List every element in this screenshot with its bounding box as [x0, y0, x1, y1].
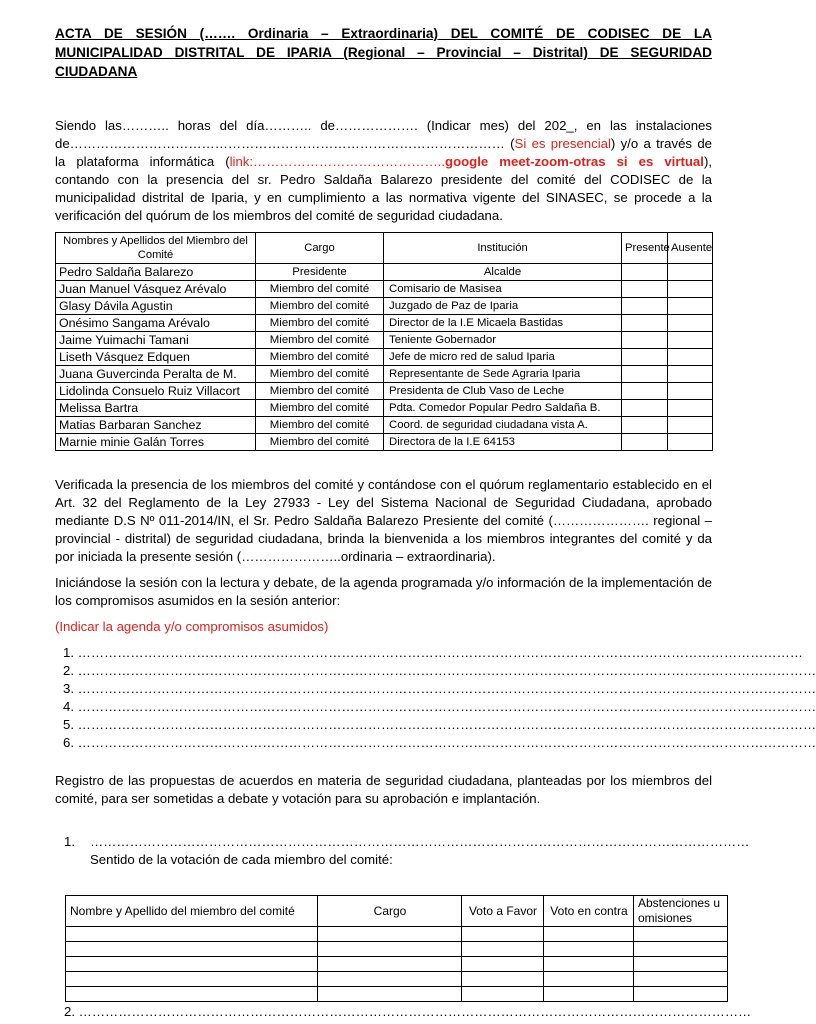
vote-cell: [462, 987, 544, 1002]
agenda-item: 4. ……………………………………………………………………………………………………………………………………………………: [63, 699, 816, 714]
vote-cell: [544, 942, 634, 957]
member-institucion: Juzgado de Paz de Iparia: [384, 298, 622, 315]
member-row: [56, 264, 713, 281]
vote-cell: [66, 927, 318, 942]
proposal-2: 2. ………………………………………………………………………………………………………………………………………: [64, 1004, 752, 1019]
vote-row: [66, 957, 728, 972]
member-institucion: Presidenta de Club Vaso de Leche: [384, 383, 622, 400]
member-ausente-cell: [668, 366, 713, 383]
header-cargo: Cargo: [256, 233, 384, 264]
vote-cell: [462, 957, 544, 972]
member-presente-cell: [622, 264, 668, 281]
member-row: [56, 315, 713, 332]
agenda-intro: Iniciándose la sesión con la lectura y debate, de la agenda programada y/o información de la implementación de los compromisos asumidos en la sesión anterior:: [55, 575, 712, 608]
vote-cell: [318, 957, 462, 972]
header-presente: Presente: [622, 233, 668, 264]
member-cargo: Presidente: [256, 264, 384, 281]
member-row: [56, 281, 713, 298]
member-name: Onésimo Sangama Arévalo: [56, 315, 256, 332]
member-presente-cell: [622, 298, 668, 315]
vote-cell: [66, 942, 318, 957]
proposals-paragraph: Registro de las propuestas de acuerdos en materia de seguridad ciudadana, planteadas por los miembros del comité, para ser sometidas a debate y votación para su aprobación e implantación.: [55, 773, 712, 806]
member-row: [56, 383, 713, 400]
member-ausente-cell: [668, 383, 713, 400]
member-name: Liseth Vásquez Edquen: [56, 349, 256, 366]
member-ausente-cell: [668, 315, 713, 332]
member-presente-cell: [622, 315, 668, 332]
vote-row: [66, 987, 728, 1002]
member-cargo: Miembro del comité: [256, 383, 384, 400]
member-institucion: Directora de la I.E 64153: [384, 434, 622, 451]
member-row: [56, 332, 713, 349]
agenda-item: 2. ……………………………………………………………………………………………………………………………………………………: [63, 663, 816, 678]
vote-cell: [66, 957, 318, 972]
member-ausente-cell: [668, 332, 713, 349]
member-name: Melissa Bartra: [56, 400, 256, 417]
votes-header-cargo: Cargo: [318, 896, 462, 927]
votes-header-row: [66, 896, 728, 927]
vote-row: [66, 942, 728, 957]
member-institucion: Jefe de micro red de salud Iparia: [384, 349, 622, 366]
intro-red-link: link:……………………………………..: [229, 154, 446, 169]
member-ausente-cell: [668, 400, 713, 417]
member-institucion: Pdta. Comedor Popular Pedro Saldaña B.: [384, 400, 622, 417]
member-institucion: Comisario de Masisea: [384, 281, 622, 298]
member-cargo: Miembro del comité: [256, 366, 384, 383]
intro-text-2: ) y/o a través de la plataforma informática (: [55, 136, 712, 169]
vote-cell: [66, 972, 318, 987]
member-institucion: Alcalde: [384, 264, 622, 281]
vote-cell: [634, 972, 728, 987]
member-presente-cell: [622, 434, 668, 451]
header-name: Nombres y Apellidos del Miembro del Comité: [56, 233, 256, 264]
member-presente-cell: [622, 349, 668, 366]
member-cargo: Miembro del comité: [256, 349, 384, 366]
member-cargo: Miembro del comité: [256, 434, 384, 451]
vote-cell: [462, 972, 544, 987]
intro-red-virtual: google meet-zoom-otras si es virtual: [445, 154, 704, 169]
member-name: Glasy Dávila Agustin: [56, 298, 256, 315]
member-cargo: Miembro del comité: [256, 281, 384, 298]
vote-cell: [634, 927, 728, 942]
member-cargo: Miembro del comité: [256, 417, 384, 434]
vote-cell: [318, 987, 462, 1002]
member-institucion: Coord. de seguridad ciudadana vista A.: [384, 417, 622, 434]
member-name: Marnie minie Galán Torres: [56, 434, 256, 451]
member-ausente-cell: [668, 417, 713, 434]
member-institucion: Director de la I.E Micaela Bastidas: [384, 315, 622, 332]
member-presente-cell: [622, 417, 668, 434]
intro-paragraph: [55, 117, 712, 225]
member-presente-cell: [622, 400, 668, 417]
member-name: Lidolinda Consuelo Ruiz Villacort: [56, 383, 256, 400]
votes-header-favor: Voto a Favor: [462, 896, 544, 927]
member-row: [56, 417, 713, 434]
member-institucion: Teniente Gobernador: [384, 332, 622, 349]
vote-row: [66, 972, 728, 987]
member-row: [56, 434, 713, 451]
vote-cell: [544, 987, 634, 1002]
vote-cell: [634, 957, 728, 972]
agenda-list: [55, 644, 816, 752]
vote-cell: [634, 987, 728, 1002]
proposal-1: [55, 833, 750, 869]
agenda-item: 1. …………………………………………………………………………………………………………………………………………………: [63, 645, 803, 660]
document-title: ACTA DE SESIÓN (……. Ordinaria – Extraordinaria) DEL COMITÉ DE CODISEC DE LA MUNICIPALIDAD DISTRITAL DE IPARIA (Regional – Provincial – Distrital) DE SEGURIDAD CIUDADANA: [55, 26, 712, 79]
verification-paragraph: Verificada la presencia de los miembros del comité y contándose con el quórum reglamentario establecido en el Art. 32 del Reglamento de la Ley 27933 - Ley del Sistema Nacional de Seguridad Ciudadana, aprobado mediante D.S Nº 011-2014/IN, el Sr. Pedro Saldaña Balarezo Presiente del comité (…………………. regional – provincial - distrital) de seguridad ciudadana, brinda la bienvenida a los miembros integrantes del comité y da por iniciada la presente sesión (…………………..ordinaria – extraordinaria).: [55, 477, 712, 564]
intro-text-1: Siendo las……….. horas del día……….. de………………. (Indicar mes) del 202_, en las instalaciones de……………………………………………………………………………………… (: [55, 118, 712, 151]
member-name: Juan Manuel Vásquez Arévalo: [56, 281, 256, 298]
intro-red-presencial: Si es presencial: [514, 136, 611, 151]
member-cargo: Miembro del comité: [256, 298, 384, 315]
vote-cell: [544, 927, 634, 942]
member-row: [56, 298, 713, 315]
header-ausente: Ausente: [668, 233, 713, 264]
agenda-item: 5. ……………………………………………………………………………………………………………………………………………………: [63, 717, 816, 732]
member-name: Jaime Yuimachi Tamani: [56, 332, 256, 349]
member-name: Pedro Saldaña Balarezo: [56, 264, 256, 281]
member-presente-cell: [622, 281, 668, 298]
member-ausente-cell: [668, 298, 713, 315]
members-table: [55, 232, 713, 451]
vote-cell: [634, 942, 728, 957]
member-name: Matias Barbaran Sanchez: [56, 417, 256, 434]
member-row: [56, 400, 713, 417]
proposal-1-number: 1.: [64, 834, 75, 849]
member-row: [56, 366, 713, 383]
vote-cell: [544, 957, 634, 972]
member-ausente-cell: [668, 281, 713, 298]
vote-cell: [318, 972, 462, 987]
member-name: Juana Guvercinda Peralta de M.: [56, 366, 256, 383]
agenda-note: (Indicar la agenda y/o compromisos asumidos): [55, 619, 329, 634]
votes-table: [65, 895, 728, 1002]
document-page: [55, 24, 816, 1021]
proposal-1-dots: ……………………………………………………………………………………………………………………………………: [90, 834, 750, 849]
agenda-item: 3. ……………………………………………………………………………………………………………………………………………………: [63, 681, 816, 696]
member-ausente-cell: [668, 264, 713, 281]
vote-cell: [462, 942, 544, 957]
vote-row: [66, 927, 728, 942]
members-body: [56, 264, 713, 451]
votes-header-name: Nombre y Apellido del miembro del comité: [66, 896, 318, 927]
vote-sense-label: Sentido de la votación de cada miembro del comité:: [90, 852, 393, 867]
votes-header-abstenciones: Abstenciones u omisiones: [634, 896, 728, 927]
vote-cell: [66, 987, 318, 1002]
member-cargo: Miembro del comité: [256, 315, 384, 332]
member-cargo: Miembro del comité: [256, 400, 384, 417]
vote-cell: [544, 972, 634, 987]
member-presente-cell: [622, 383, 668, 400]
votes-header-contra: Voto en contra: [544, 896, 634, 927]
member-cargo: Miembro del comité: [256, 332, 384, 349]
member-institucion: Representante de Sede Agraria Iparia: [384, 366, 622, 383]
votes-body: [66, 927, 728, 1002]
header-institucion: Institución: [384, 233, 622, 264]
member-presente-cell: [622, 332, 668, 349]
member-presente-cell: [622, 366, 668, 383]
member-row: [56, 349, 713, 366]
members-header-row: [56, 233, 713, 264]
vote-cell: [318, 942, 462, 957]
vote-cell: [462, 927, 544, 942]
member-ausente-cell: [668, 434, 713, 451]
vote-cell: [318, 927, 462, 942]
intro-text-3: ), contando con la presencia del sr. Pedro Saldaña Balarezo presidente del comité del CODISEC de la municipalidad distrital de Iparia, y en cumplimiento a las normativa vigente del SINASEC, se procede a la verificación del quórum de los miembros del comité de seguridad ciudadana.: [55, 154, 712, 223]
member-ausente-cell: [668, 349, 713, 366]
agenda-item: 6. ……………………………………………………………………………………………………………………………………………………: [63, 735, 816, 750]
